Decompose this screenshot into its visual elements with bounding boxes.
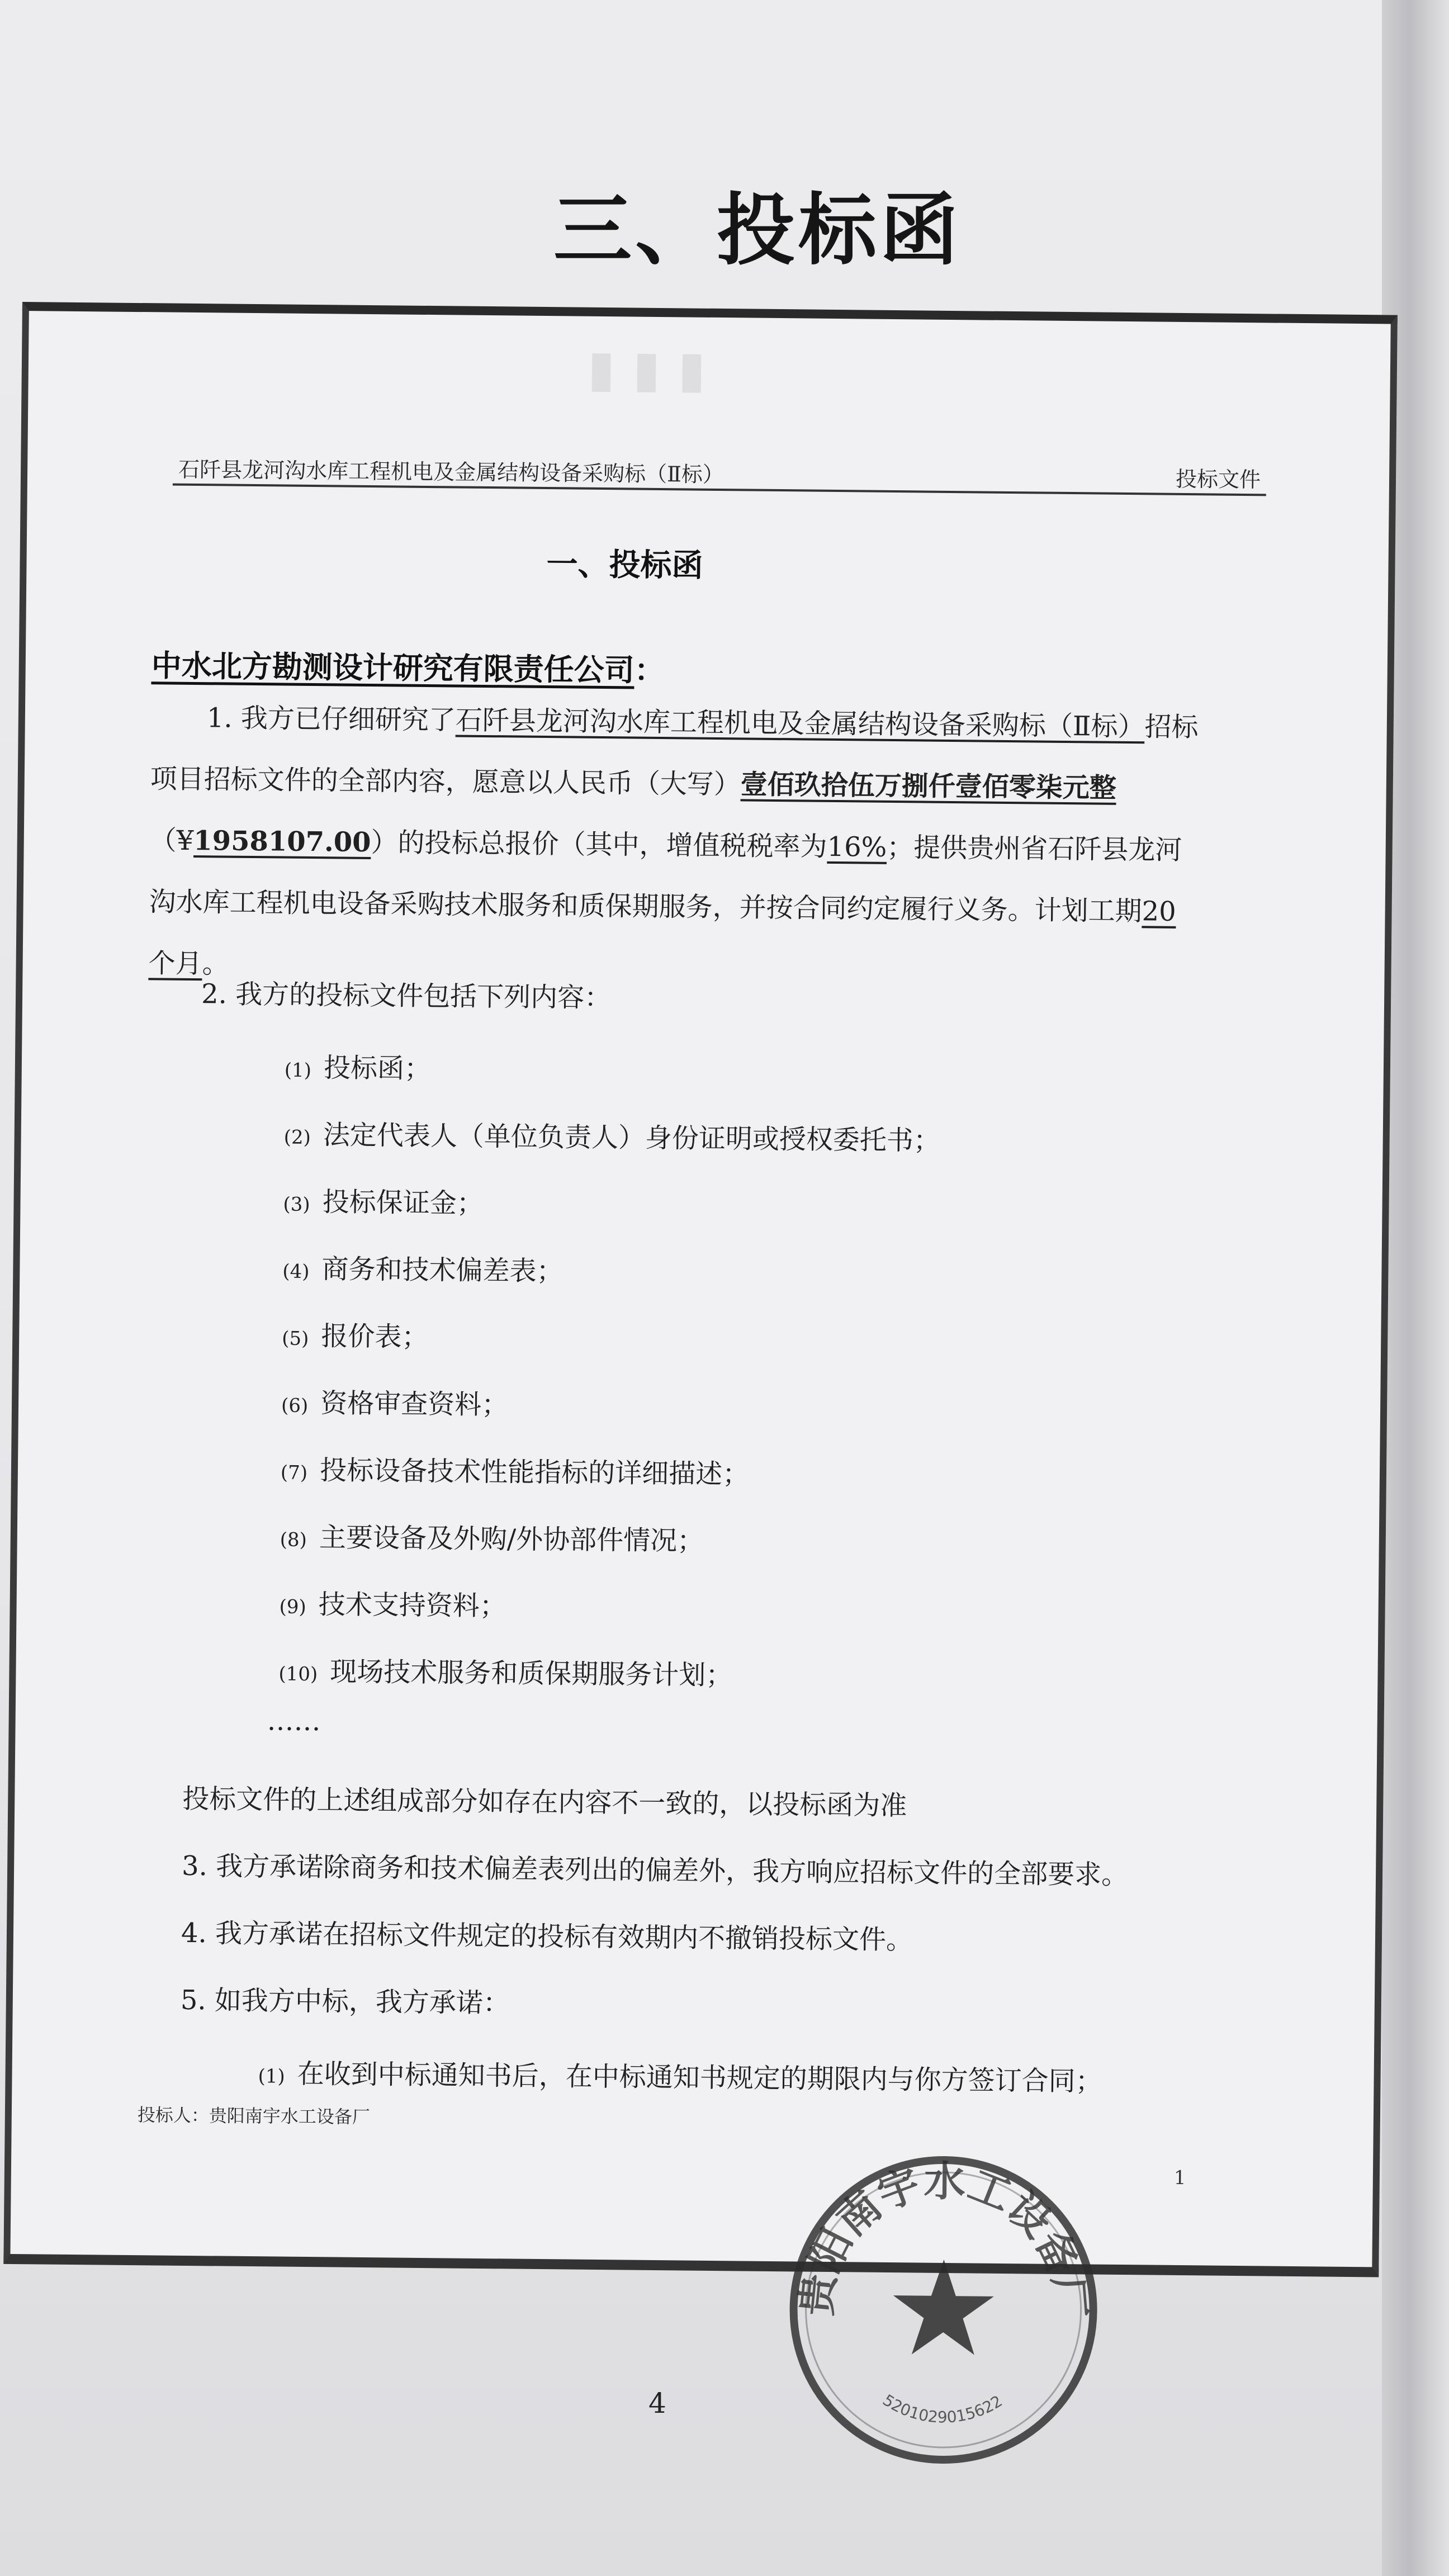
addressee-colon: ： [634,652,665,689]
letter-title: 一、投标函 [546,546,703,584]
clause-5: 5. 如我方中标，我方承诺： [180,1984,510,2019]
seal-star-icon [893,2259,995,2355]
clause-1-text-a: 1. 我方已仔细研究了 [206,702,456,736]
clause-1-project: 石阡县龙河沟水库工程机电及金属结构设备采购标（Ⅱ标） [455,704,1145,743]
inner-page-number: 1 [1173,2166,1186,2190]
list-item: (5) 报价表； [282,1320,429,1353]
clause-5-item: (1) 在收到中标通知书后，在中标通知书规定的期限内与你方签订合同； [258,2058,1102,2097]
after-list-note: 投标文件的上述组成部分如存在内容不一致的，以投标函为准 [182,1783,907,1822]
seal-code: 5201029015622 [879,2390,1006,2427]
clause-4: 4. 我方承诺在招标文件规定的投标有效期内不撤销投标文件。 [181,1917,913,1956]
list-item: (6) 资格审查资料； [281,1388,509,1421]
clause-1-amount-words: 壹佰玖拾伍万捌仟壹佰零柒元整 [740,769,1117,804]
list-item: (9) 技术支持资料； [279,1589,507,1622]
list-item: (4) 商务和技术偏差表； [282,1253,564,1287]
list-item: (10) 现场技术服务和质保期服务计划； [278,1656,733,1692]
list-item: (2) 法定代表人（单位负责人）身份证明或授权委托书； [283,1119,941,1157]
clause-1-text-d: ）的投标总报价（其中，增值税税率为 [371,827,827,863]
clause-3: 3. 我方承诺除商务和技术偏差表列出的偏差外，我方响应招标文件的全部要求。 [181,1850,1129,1891]
header-doc-type: 投标文件 [1175,466,1261,493]
bleed-through-mark: ▮ ▮ ▮ [587,338,706,399]
header-project-name: 石阡县龙河沟水库工程机电及金属结构设备采购标（Ⅱ标） [178,457,724,487]
clause-1-tax-rate: 16% [827,831,887,863]
seal-ring-text: 贵阳南宇水工设备厂 [792,2157,1095,2320]
clause-1 [148,686,1202,1004]
clause-1-period: 20个月 [148,896,1176,980]
list-item: (1) 投标函； [284,1052,432,1085]
clause-1-amount-number: 1958107.00 [193,825,371,859]
footer-bidder: 投标人：贵阳南宇水工设备厂 [137,2104,371,2128]
list-item: (8) 主要设备及外购/外协部件情况； [280,1522,704,1557]
document-frame [3,302,1398,2427]
list-item: (7) 投标设备技术性能指标的详细描述； [280,1455,750,1490]
clause-2-lead: 2. 我方的投标文件包括下列内容： [201,978,612,1014]
clause-1-text-c: （¥ [149,825,194,856]
addressee-name: 中水北方勘测设计研究有限责任公司 [151,647,635,688]
company-seal [780,2146,1107,2474]
addressee [151,642,665,690]
clause-1-text-f: 。 [202,948,229,980]
list-ellipsis: …… [267,1705,321,1737]
list-item: (3) 投标保证金； [283,1186,484,1219]
clause-1-text-e: ；提供贵州省石阡县龙河沟水库工程机电设备采购技术服务和质保期服务，并按合同约定履行义务。计划工期 [149,831,1182,927]
clause-1-text-b: 招标项目招标文件的全部内容，愿意以人民币（大写） [150,711,1199,801]
page-number: 4 [648,2387,666,2419]
page-title: 三、投标函 [553,184,962,276]
